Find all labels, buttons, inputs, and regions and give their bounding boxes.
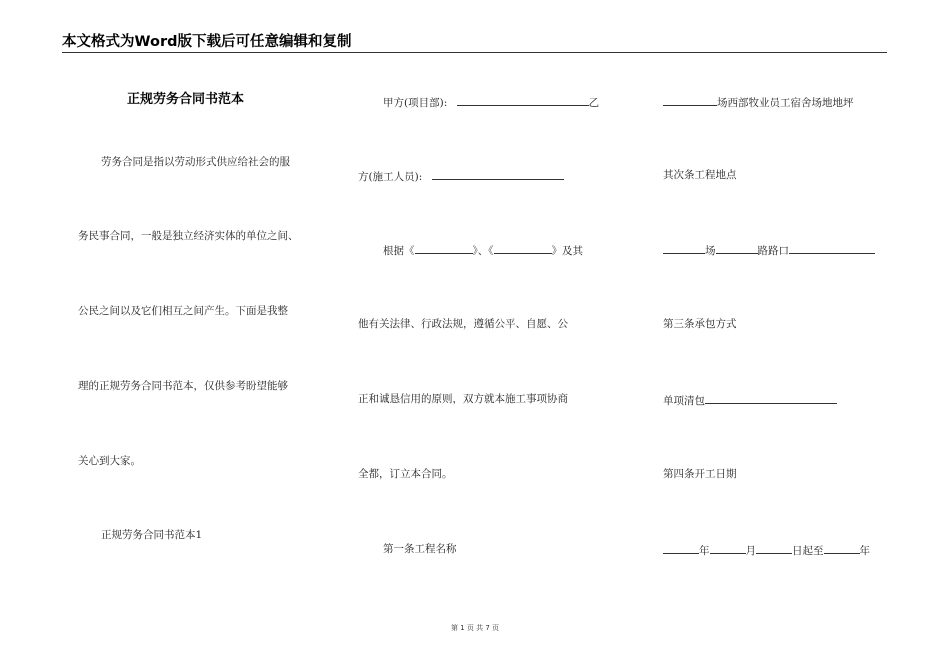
- site-line: [663, 94, 854, 110]
- addr-b: 路路口: [757, 245, 789, 257]
- date-line: [663, 542, 870, 558]
- party-b-label: 方(施工人员):: [358, 171, 423, 183]
- blank-field: [710, 542, 746, 554]
- blank-field: [756, 542, 792, 554]
- blank-field: [663, 542, 699, 554]
- basis-line: [383, 242, 583, 258]
- paragraph-line: 理的正规劳务合同书范本，仅供参考盼望能够: [78, 380, 288, 392]
- contract-type: 单项清包: [663, 395, 705, 407]
- basis-mid: 》、《: [472, 245, 494, 257]
- date-year2: 年: [859, 545, 870, 557]
- blank-field: [789, 242, 875, 254]
- basis-prefix: 根据《: [383, 245, 415, 257]
- page-header: [62, 33, 887, 53]
- paragraph-line: 他有关法律、行政法规，遵循公平、自愿、公: [358, 318, 568, 330]
- paragraph-line: 全都，订立本合同。: [358, 468, 453, 480]
- date-month: 月: [745, 545, 756, 557]
- paragraph-line: 务民事合同，一般是独立经济实体的单位之间、: [78, 230, 299, 242]
- blank-field: [705, 392, 837, 404]
- section-heading: 第四条开工日期: [663, 468, 737, 480]
- party-a-label: 甲方(项目部):: [383, 97, 448, 109]
- date-day-from: 日起至: [792, 545, 824, 557]
- site-text: 场西部牧业员工宿舍场地地坪: [717, 97, 854, 109]
- paragraph-line: 关心到大家。: [78, 455, 141, 467]
- blank-field: [457, 94, 589, 106]
- basis-suffix: 》及其: [551, 245, 583, 257]
- blank-field: [415, 242, 473, 254]
- blank-field: [824, 542, 860, 554]
- blank-field: [716, 242, 758, 254]
- section-heading: 第三条承包方式: [663, 318, 737, 330]
- addr-a: 场: [705, 245, 716, 257]
- paragraph-line: 劳务合同是指以劳动形式供应给社会的服: [101, 156, 290, 168]
- contract-type-line: [663, 392, 837, 408]
- party-a-line: [383, 94, 599, 110]
- blank-field: [432, 168, 564, 180]
- blank-field: [663, 94, 717, 106]
- blank-field: [663, 242, 705, 254]
- section-heading: 第一条工程名称: [383, 543, 457, 555]
- document-title: 正规劳务合同书范本: [127, 92, 245, 107]
- paragraph-line: 正和诚恳信用的原则，双方就本施工事项协商: [358, 393, 568, 405]
- address-line: [663, 242, 875, 258]
- party-b-line: [358, 168, 564, 184]
- blank-field: [494, 242, 552, 254]
- date-year: 年: [699, 545, 710, 557]
- page-footer: 第 1 页 共 7 页: [450, 624, 500, 632]
- paragraph-line: 公民之间以及它们相互之间产生。下面是我整: [78, 305, 288, 317]
- section-heading: 其次条工程地点: [663, 169, 737, 181]
- header-title: 本文格式为Word版下载后可任意编辑和复制: [62, 34, 352, 50]
- party-a-after: 乙: [588, 97, 600, 109]
- section-heading: 正规劳务合同书范本1: [101, 529, 203, 541]
